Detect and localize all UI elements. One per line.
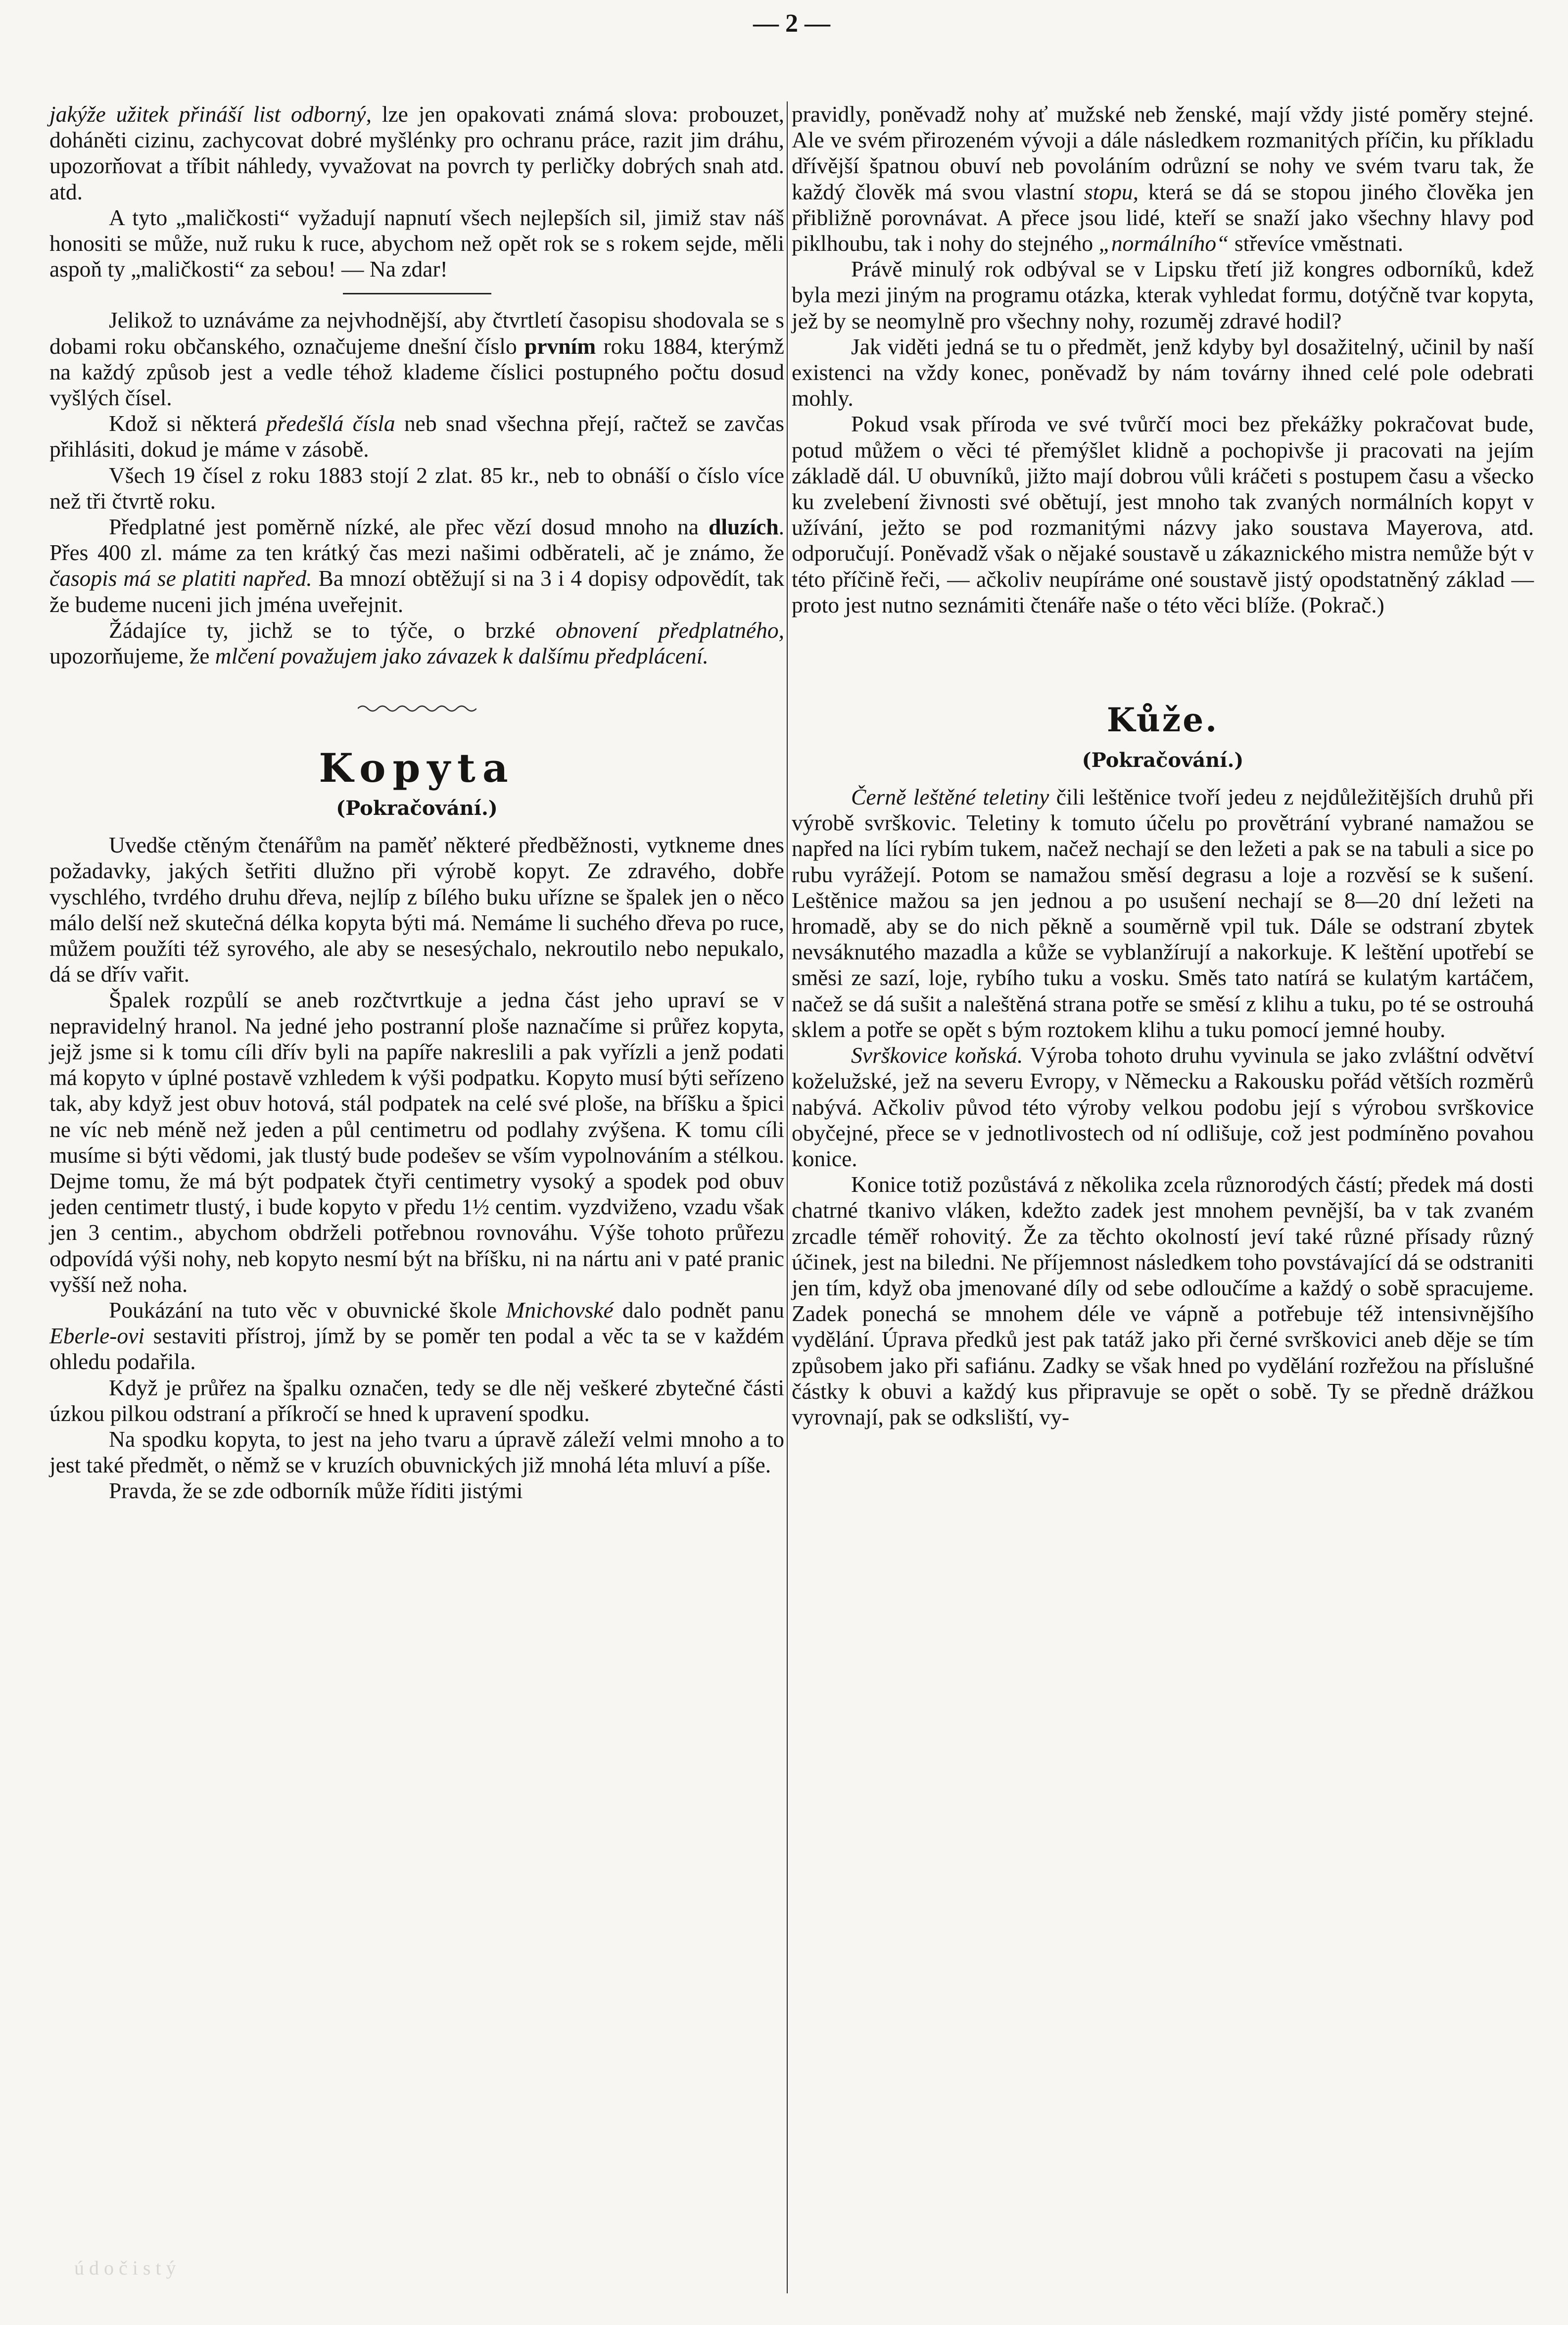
right-text: která se dá se stopou jiného člověka jen přibližně porovnávat. A přece jsou lidé, kteří se snaží jako všechny hlavy pod piklhoubu, tak i nohy do stejného <box>792 179 1534 256</box>
notice-text: Žádajíce ty, jichž se to týče, o brzké <box>109 617 556 643</box>
right-top-paragraph-1 <box>792 101 1534 256</box>
page-number: — 2 — <box>753 9 830 38</box>
kuze-paragraph-1 <box>792 784 1534 1043</box>
kopyta-heading: Kopyta <box>319 745 515 792</box>
kuze-italic: Černě leštěné teletiny <box>851 784 1049 810</box>
kuze-text: čili leštěnice tvoří jedeu z nejdůležitějších druhů při výrobě svrškovic. Teletiny k tomuto účelu po provětrání vybrané namažou se napřed na líci rybím tukem, načež nechají se den ležeti a pak se na tabuli a sice po rubu vyrážejí. Potom se namažou směsí degrasu a loje a rozvěsí se k sušení. Leštěnice mažou sa jen jednou a po usušení nechají se 8—20 dní ležeti na hromadě, aby se do nich pěkně a souměrně vpil tuk. Dále se odstraní zbytek nevsáknutého mazadla a kůže se vyblanžírují a nakorkuje. K leštění upotřebí se směsi ze sazí, loje, rybího tuku a vosku. Směs tato natírá se kulatým kartáčem, načež se dá sušit a naleštěná strana potře se směsí z klihu a tuku, po té se ostrouhá sklem a potře se opět s bým roztokem klihu a tuku pomocí jemné houby. <box>792 784 1534 1042</box>
notice-paragraph-1 <box>49 307 784 411</box>
kopyta-paragraph-4: Když je průřez na špalku označen, tedy se dle něj veškeré zbytečné části úzkou pilkou odstraní a příkročí se hned k upravení spodku. <box>49 1375 784 1426</box>
kuze-italic: Svrškovice koňská. <box>851 1043 1023 1068</box>
notice-text: Kdož si některá <box>109 411 266 436</box>
kopyta-text: sestaviti přístroj, jímž by se poměr ten podal a věc ta se v každém ohledu podařila. <box>49 1323 784 1375</box>
kopyta-paragraph-2: Špalek rozpůlí se aneb rozčtvrtkuje a jedna část jeho upraví se v nepravidelný hranol. Na jedné jeho postranní ploše naznačíme si průřez kopyta, jejž jsme si k tomu cíli dřív byli na papíře nakreslili a pak vyřízli a jenž podati má kopyto v úplné postavě vzhledem k výši podpatku. Kopyto musí býti seřízeno tak, aby když jest obuv hotová, stál podpatek na celé své ploše, na bříšku a špici ne víc neb méně než jeden a půl centimetru od podlahy zvýšena. K tomu cíli musíme si býti vědomi, jak tlustý bude podešev se vším vypolnováním a stélkou. Dejme tomu, že má být podpatek čtyři centimetry vysoký a spodek pod obuv jeden centimetr tlustý, i bude kopyto v předu 1½ centim. vyzdviženo, vzadu však jen 3 centim., abychom obdrželi potřebnou rovnováhu. Výše tohoto průřezu odpovídá výši nohy, neb kopyto nesmí být na bříšku, ni na nártu ani v paté pranic vyšší než noha. <box>49 987 784 1297</box>
intro-paragraph-2: A tyto „maličkosti“ vyžadují napnutí všech nejlepších sil, jimiž stav náš honositi se může, nuž ruku k ruce, abychom než opět rok se s rokem sejde, měli aspoň ty „maličkosti“ za sebou! — Na zdar! <box>49 204 784 282</box>
right-column <box>792 101 1534 1430</box>
kuze-paragraph-3: Konice totiž pozůstává z několika zcela různorodých částí; předek má dosti chatrné tkanivo vláken, kdežto zadek jest mnohem pevnější, ba v tak zvaném zrcadle téměř rohovitý. Že za těchto okolností jeví také různé přísady různý účinek, jest na biledni. Ne příjemnost následkem toho povstávající dá se odstraniti jen tím, když oba jmenované díly od sebe odloučíme a každý o sobě spracujeme. Zadek ponechá se mnohem déle ve vápně a potřebuje též intensivnějšího vydělání. Úprava předků jest pak tatáž jako při černé svrškovici aneb děje se tím způsobem jako při safiánu. Zadky se však hned po vydělání rozřežou na příslušné částky k obuvi a každý kus připravuje se opět o sobě. Ty se předně drážkou vyrovnají, pak se odksliští, vy- <box>792 1172 1534 1429</box>
notice-text: . Přes 400 zl. máme za ten krátký čas mezi našimi odběrateli, ač je známo, že <box>49 514 784 566</box>
notice-text: upozorňujeme, že <box>49 643 215 669</box>
left-column <box>49 101 784 1504</box>
kopyta-italic: Eberle-ovi <box>49 1323 145 1349</box>
right-italic: stopu, <box>1084 179 1139 204</box>
right-top-paragraph-2: Právě minulý rok odbýval se v Lipsku třetí již kongres odborníků, kdež byla mezi jiným na programu otázka, kterak vyhledat formu, dotýčně tvar kopyta, jež by se neomylně pro všechny nohy, rozuměj zdravé hodil? <box>792 256 1534 333</box>
notice-italic: mlčení považujem jako závazek k dalšímu předplácení. <box>215 643 709 669</box>
column-divider <box>787 101 788 2293</box>
kuze-paragraph-2 <box>792 1043 1534 1172</box>
notice-italic: předešlá čísla <box>266 411 395 436</box>
right-text: střevíce vměstnati. <box>1229 231 1403 256</box>
faded-bleedthrough-text: ú d o č i s t ý <box>74 2257 176 2279</box>
notice-text: roku 1884, kterýmž na každý způsob jest a vedle téhož klademe číslici postupného počtu dosud vyšlých čísel. <box>49 333 784 411</box>
notice-text: Ba mnozí obtěžují si na 3 i 4 dopisy odpovědít, tak že budeme nuceni jich jména uveřejnit. <box>49 566 784 617</box>
right-top-paragraph-3: Jak viděti jedná se tu o předmět, jenž kdyby byl dosažitelný, učinil by naší existenci na vždy konec, poněvadž by nám továrny ihned celé pole odebrati mohly. <box>792 333 1534 411</box>
notice-text: Jelikož to uznáváme za nejvhodnější, aby čtvrtletí časopisu shodovala se s dobami roku občanského, označujeme dnešní číslo <box>49 307 784 359</box>
kopyta-paragraph-1: Uvedše ctěným čtenářům na paměť některé předběžnosti, vytkneme dnes požadavky, jakých šetřiti dlužno při výrobě kopyt. Ze zdravého, dobře vyschlého, tvrdého druhu dřeva, nejlíp z bílého buku uřízne se špalek jen o něco málo delší než skutečná délka kopyta býti má. Nemáme li suchého dřeva po ruce, můžem použíti též syrového, ale aby se nesesýchalo, nekroutilo nebo nepukalo, dá se dřív vařit. <box>49 832 784 987</box>
notice-paragraph-4 <box>49 514 784 617</box>
notice-text: neb snad všechna přejí, račtež se zavčas přihlásiti, dokud je máme v zásobě. <box>49 411 785 462</box>
kopyta-subheading: (Pokračování.) <box>336 797 498 820</box>
kopyta-paragraph-6: Pravda, že se zde odborník může říditi jistými <box>109 1478 523 1504</box>
kopyta-text: Poukázání na tuto věc v obuvnické škole <box>109 1297 506 1323</box>
notice-italic: obnovení předplatného, <box>555 617 784 643</box>
kuze-subheading: (Pokračování.) <box>1082 749 1244 772</box>
kopyta-text: dalo podnět panu <box>613 1297 784 1323</box>
intro-text: lze jen opakovati známá slova: probouzet, doháněti cizinu, zachycovat dobré myšlénky pro ochranu práce, razit jim dráhu, upozorňovat a tříbit náhledy, vyvažovat na povrch ty perličky dobrých snah atd. atd. <box>49 101 785 204</box>
intro-paragraph <box>49 101 784 205</box>
right-top-paragraph-4: Pokud vsak příroda ve své tvůrčí moci bez překážky pokračovat bude, potud můžem o věci té přemýšlet klidně a pochopivše ji pracovati na jejím základě dál. U obuvníků, jižto mají dobrou vůli kráčeti s postupem času a všecko ku zvelebení živnosti své obětují, jest mnoho tak zvaných normálních kopyt v užívání, ježto se pod rozmanitými názvy jako soustava Mayerova, atd. odporučují. Poněvadž však o nějaké soustavě u zákaznického mistra nemůže být v této příčině řeči, — ačkoliv neupíráme oné soustavě jistý opodstatněný základ — proto jest nutno seznámiti čtenáře naše o této věci blíže. (Pokrač.) <box>792 411 1534 617</box>
kuze-heading: Kůže. <box>1106 701 1219 740</box>
notice-italic: časopis má se platiti napřed. <box>49 566 312 591</box>
intro-italic-lead: jakýže užitek přináší list odborný, <box>49 101 372 127</box>
notice-bold: prvním <box>524 333 596 359</box>
right-text: pravidly, poněvadž nohy ať mužské neb ženské, mají vždy jisté poměry stejné. Ale ve svém přirozeném vývoji a dále následkem rozmanitých příčin, ku příkladu dřívější špatnou obuví neb povoláním odrůzní se nohy ve svém tvaru tak, že každý člověk má svou vlastní <box>792 101 1534 204</box>
decorative-wave-divider <box>358 704 476 713</box>
notice-paragraph-5 <box>49 617 784 669</box>
kopyta-paragraph-3 <box>49 1297 784 1375</box>
notice-bold: dluzích <box>709 514 779 540</box>
kuze-text: Výroba tohoto druhu vyvinula se jako zvláštní odvětví koželužské, jež na severu Evropy, v Německu a Rakousku pořád větších rozměrů nabývá. Ačkoliv původ této výroby velkou podobu její s výrobou svrškovice obyčejné, přece se v jednotlivostech od ní odlišuje, což jest podmíněno povahou konice. <box>792 1043 1534 1171</box>
notice-paragraph-2 <box>49 411 784 462</box>
notice-paragraph-3: Všech 19 čísel z roku 1883 stojí 2 zlat. 85 kr., neb to obnáší o číslo více než tři čtvrtě roku. <box>49 462 784 514</box>
section-separator <box>343 293 491 294</box>
kopyta-paragraph-5: Na spodku kopyta, to jest na jeho tvaru a úpravě záleží velmi mnoho a to jest také předmět, o němž se v kruzích obuvnických již mnohá léta mluví a píše. <box>49 1426 784 1478</box>
kopyta-italic: Mnichovské <box>506 1297 614 1323</box>
notice-text: Předplatné jest poměrně nízké, ale přec vězí dosud mnoho na <box>109 514 709 540</box>
right-italic: „normálního“ <box>1098 231 1229 256</box>
